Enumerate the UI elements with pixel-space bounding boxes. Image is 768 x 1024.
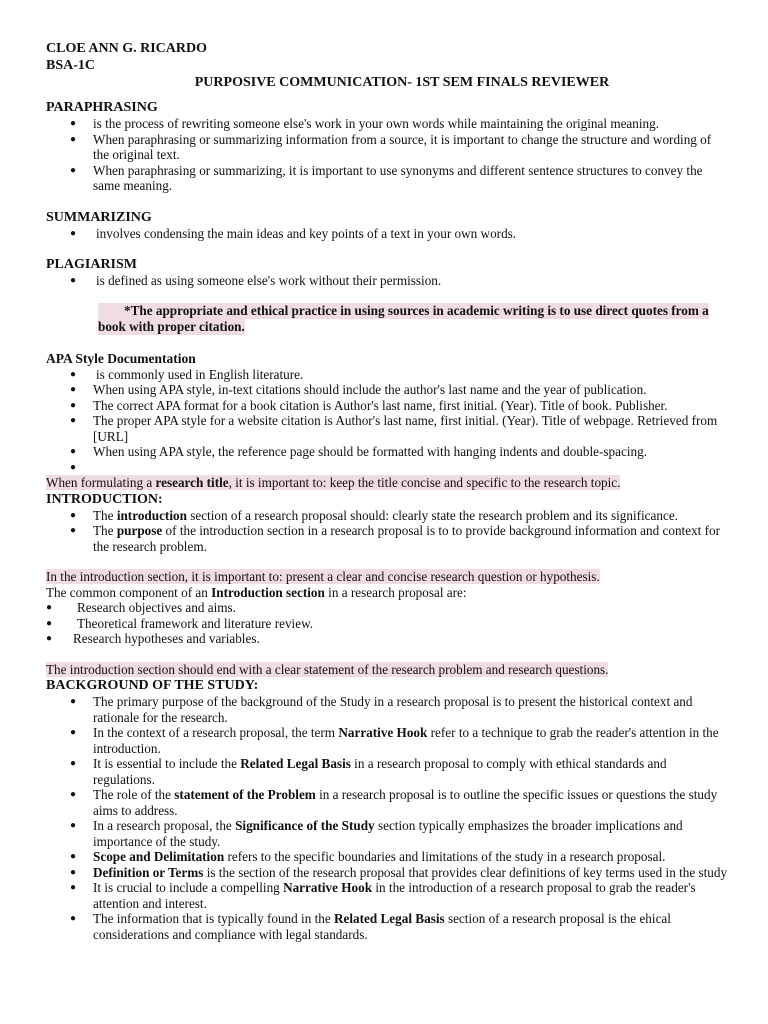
- list-item: ● It is crucial to include a compelling Narrative Hook in the introduction of a research proposal to grab the reader's attention and interest.: [46, 880, 728, 911]
- list-item: ● The role of the statement of the Problem in a research proposal is to outline the specific issues or questions the study aims to address.: [46, 787, 728, 818]
- list-item: ● is commonly used in English literature.: [46, 367, 728, 383]
- empty-list-item: [46, 460, 728, 476]
- plagiarism-heading: PLAGIARISM: [46, 257, 138, 272]
- list-item: ● When using APA style, the reference page should be formatted with hanging indents and double-spacing.: [46, 444, 728, 460]
- list-item: ● When using APA style, in-text citations should include the author's last name and the year of publication.: [46, 382, 728, 398]
- list-item: ● The purpose of the introduction section in a research proposal is to to provide background information and context for the research problem.: [46, 523, 728, 554]
- apa-list: [46, 367, 728, 476]
- research-title-line: When formulating a research title, it is important to: keep the title concise and specific to the research topic.: [46, 475, 621, 490]
- document-title: PURPOSIVE COMMUNICATION- 1ST SEM FINALS REVIEWER: [194, 75, 610, 90]
- list-item: ● It is essential to include the Related Legal Basis in a research proposal to comply with ethical standards and regulations.: [46, 756, 728, 787]
- list-item: ● The introduction section of a research proposal should: clearly state the research problem and its significance.: [46, 508, 728, 524]
- background-heading: BACKGROUND OF THE STUDY:: [46, 678, 259, 693]
- list-item: ● The primary purpose of the background of the Study in a research proposal is to present the historical context and rationale for the research.: [46, 694, 728, 725]
- list-item: ● The correct APA format for a book citation is Author's last name, first initial. (Year). Title of book. Publisher.: [46, 398, 728, 414]
- plagiarism-list: [46, 273, 728, 289]
- student-section: BSA-1C: [46, 58, 96, 73]
- highlighted-note: *The appropriate and ethical practice in using sources in academic writing is to use direct quotes from a book with proper citation.: [98, 302, 709, 334]
- apa-heading: APA Style Documentation: [46, 350, 196, 366]
- list-item: ● is the process of rewriting someone else's work in your own words while maintaining the original meaning.: [46, 116, 728, 132]
- background-list: [46, 694, 728, 942]
- introduction-components-list: [46, 600, 728, 647]
- introduction-highlight-1: In the introduction section, it is important to: present a clear and concise research question or hypothesis.: [46, 569, 600, 584]
- list-item: ● involves condensing the main ideas and key points of a text in your own words.: [46, 226, 728, 242]
- plagiarism-note: [98, 303, 718, 335]
- introduction-highlight-2: The introduction section should end with a clear statement of the research problem and research questions.: [46, 661, 609, 677]
- summarizing-heading: SUMMARIZING: [46, 209, 152, 225]
- list-item: ● Research objectives and aims.: [46, 600, 728, 616]
- student-name: CLOE ANN G. RICARDO: [46, 41, 208, 56]
- list-item: ● The proper APA style for a website citation is Author's last name, first initial. (Year). Title of webpage. Retrieved from [URL]: [46, 413, 728, 444]
- list-item: ● Theoretical framework and literature review.: [46, 616, 728, 632]
- list-item: ● When paraphrasing or summarizing information from a source, it is important to change the structure and wording of the original text.: [46, 132, 728, 163]
- paraphrasing-heading: PARAPHRASING: [46, 100, 158, 115]
- paraphrasing-list: [46, 116, 728, 194]
- list-item: ● When paraphrasing or summarizing, it is important to use synonyms and different sentence structures to convey the same meaning.: [46, 163, 728, 194]
- introduction-list: [46, 508, 728, 555]
- list-item: ● Definition or Terms is the section of the research proposal that provides clear definitions of key terms used in the study: [46, 865, 728, 881]
- summarizing-list: [46, 226, 728, 242]
- list-item: ● Research hypotheses and variables.: [46, 631, 728, 647]
- list-item: ● In a research proposal, the Significance of the Study section typically emphasizes the broader implications and importance of the study.: [46, 818, 728, 849]
- introduction-heading: INTRODUCTION:: [46, 491, 163, 507]
- list-item: ● is defined as using someone else's work without their permission.: [46, 273, 728, 289]
- introduction-common-line: The common component of an Introduction section in a research proposal are:: [46, 584, 467, 600]
- list-item: ● Scope and Delimitation refers to the specific boundaries and limitations of the study in a research proposal.: [46, 849, 728, 865]
- list-item: ● The information that is typically found in the Related Legal Basis section of a research proposal is the ehical considerations and compliance with legal standards.: [46, 911, 728, 942]
- list-item: ● In the context of a research proposal, the term Narrative Hook refer to a technique to grab the reader's attention in the introduction.: [46, 725, 728, 756]
